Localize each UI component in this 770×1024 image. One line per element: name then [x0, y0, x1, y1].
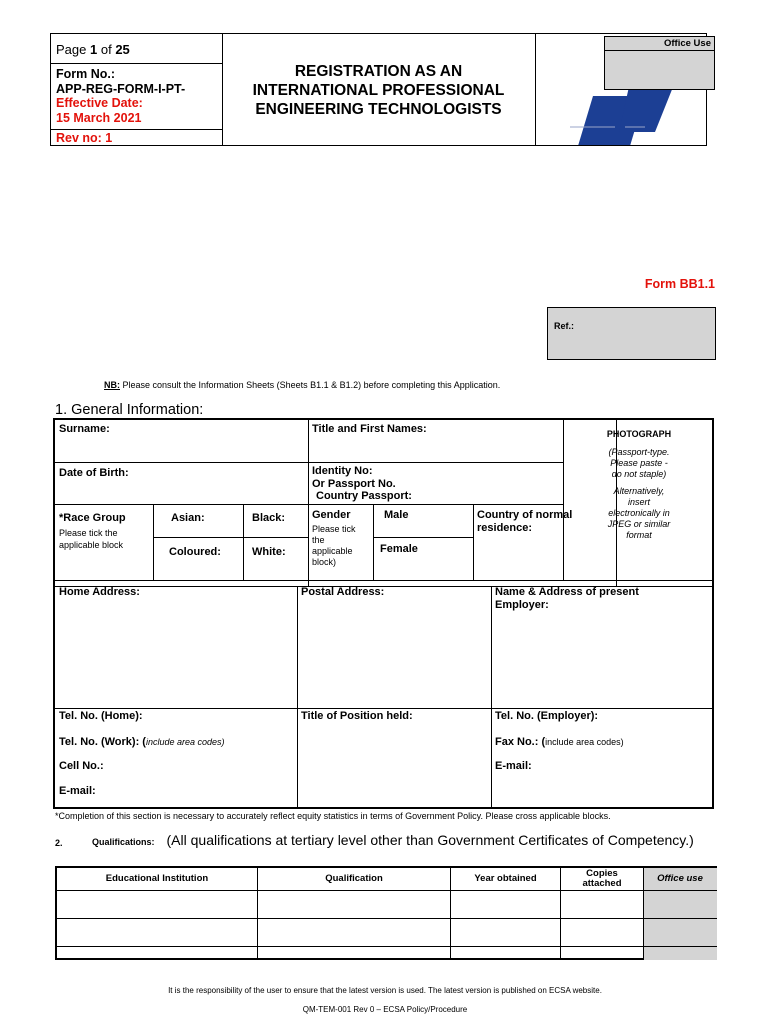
- year-input-row-2[interactable]: [451, 919, 560, 946]
- photo-note-line: do not staple): [611, 469, 667, 479]
- col-copies-attached: Copies attached: [582, 868, 622, 889]
- employer-email-label: E-mail:: [495, 760, 532, 772]
- col-qualification: Qualification: [325, 873, 383, 884]
- photo-note-line: electronically in: [608, 508, 670, 518]
- country-passport-label: Country Passport:: [316, 490, 412, 502]
- tel-work-text: Tel. No. (Work): (: [59, 736, 146, 748]
- year-input-row-1[interactable]: [451, 891, 560, 918]
- tel-work-note: include area codes): [145, 737, 225, 747]
- home-address-label: Home Address:: [59, 586, 140, 598]
- completion-note: *Completion of this section is necessary to accurately reflect equity statistics in terms of Government Policy. Please cross applicable blocks.: [55, 811, 611, 821]
- institution-input-row-2[interactable]: [58, 919, 257, 946]
- tel-home-label: Tel. No. (Home):: [59, 710, 143, 722]
- form-title-line: ENGINEERING TECHNOLOGISTS: [255, 101, 502, 118]
- divider: [373, 504, 374, 580]
- page-prefix: Page: [56, 42, 87, 57]
- photo-note-line: format: [626, 530, 652, 540]
- form-title: [222, 62, 535, 119]
- photograph-label: PHOTOGRAPH: [606, 429, 672, 439]
- race-white-option[interactable]: White:: [252, 546, 286, 558]
- fax-text: Fax No.: (: [495, 736, 546, 748]
- footer-doc-code: QM-TEM-001 Rev 0 – ECSA Policy/Procedure: [302, 1005, 468, 1014]
- section-2-number: 2.: [55, 838, 63, 848]
- divider: [153, 504, 154, 580]
- dob-label: Date of Birth:: [59, 467, 129, 479]
- qualifications-table: [55, 866, 717, 960]
- divider: [563, 420, 564, 580]
- divider: [55, 504, 563, 505]
- institution-input-row-1[interactable]: [58, 891, 257, 918]
- document-info-box: [50, 33, 223, 146]
- footer-disclaimer: It is the responsibility of the user to ensure that the latest version is used. The latest version is published on ECSA website.: [168, 986, 602, 995]
- rev-no: Rev no: 1: [51, 129, 222, 145]
- cell-no-label: Cell No.:: [59, 760, 104, 772]
- fax-label: [495, 736, 624, 748]
- col-year-obtained: Year obtained: [474, 873, 537, 884]
- divider: [297, 586, 298, 809]
- gender-label: Gender: [312, 509, 351, 521]
- employer-label: [495, 586, 639, 611]
- divider: [308, 420, 309, 586]
- ref-label: Ref.:: [554, 321, 574, 331]
- divider: [55, 708, 712, 709]
- gender-note-line: the: [312, 535, 325, 545]
- divider: [491, 586, 492, 809]
- gender-note-line: applicable: [312, 546, 353, 556]
- divider: [473, 504, 474, 580]
- nb-note: [104, 380, 500, 390]
- photo-note-line: insert: [627, 497, 650, 507]
- page-total: 25: [115, 42, 130, 57]
- divider: [55, 462, 563, 463]
- photo-note-line: Please paste -: [610, 458, 668, 468]
- race-note-line: applicable block: [59, 540, 124, 550]
- tel-work-label: [59, 736, 225, 748]
- race-black-option[interactable]: Black:: [252, 512, 286, 524]
- race-group-label: *Race Group: [59, 512, 126, 524]
- section-2-title-text: (All qualifications at tertiary level other than Government Certificates of Competency.): [166, 832, 694, 848]
- form-title-box: [222, 33, 536, 146]
- page-current: 1: [90, 42, 98, 57]
- first-names-label: Title and First Names:: [312, 423, 427, 435]
- gender-note-line: block): [312, 557, 337, 567]
- employer-line: Employer:: [495, 598, 549, 611]
- position-title-label: Title of Position held:: [301, 710, 413, 722]
- page-number: [51, 34, 222, 64]
- nb-label: NB:: [104, 380, 120, 390]
- form-title-line: REGISTRATION AS AN: [294, 63, 463, 80]
- form-code: Form BB1.1: [644, 277, 715, 291]
- section-2-lead: Qualifications:: [92, 837, 155, 847]
- copies-input-row-1[interactable]: [561, 891, 643, 918]
- photograph-instructions: [567, 447, 711, 541]
- gender-male-option[interactable]: Male: [384, 509, 409, 521]
- tel-employer-label: Tel. No. (Employer):: [495, 710, 599, 722]
- form-no-label: Form No.:: [56, 67, 116, 81]
- form-no-value: APP-REG-FORM-I-PT-: [56, 81, 186, 96]
- divider: [57, 946, 717, 947]
- col-institution: Educational Institution: [105, 873, 209, 884]
- surname-label: Surname:: [59, 423, 110, 435]
- photo-note-line: JPEG or similar: [607, 519, 671, 529]
- ref-box: [547, 307, 716, 360]
- employer-line: Name & Address of present: [495, 586, 639, 598]
- photo-note-line: Alternatively,: [613, 486, 665, 496]
- nb-text: Please consult the Information Sheets (Sheets B1.1 & B1.2) before completing this Application.: [120, 380, 501, 390]
- col-office-use: Office use: [657, 873, 703, 884]
- country-residence-line: Country of normal: [477, 509, 573, 521]
- fax-note: include area codes): [545, 737, 624, 747]
- general-info-table: [53, 418, 714, 809]
- section-1-title: 1. General Information:: [55, 402, 204, 418]
- identity-label: [312, 465, 412, 503]
- gender-note: [312, 524, 356, 568]
- gender-note-line: Please tick: [312, 524, 356, 534]
- divider: [243, 504, 244, 580]
- country-residence-line: residence:: [477, 521, 533, 534]
- divider: [153, 537, 308, 538]
- photo-note-line: (Passport-type.: [608, 447, 670, 457]
- copies-input-row-2[interactable]: [561, 919, 643, 946]
- country-residence-label: [477, 509, 572, 534]
- race-coloured-option[interactable]: Coloured:: [169, 546, 221, 558]
- race-group-note: [59, 527, 123, 551]
- office-use-box: [604, 36, 715, 90]
- identity-no-label: Identity No:: [312, 465, 373, 477]
- section-2-title: [92, 832, 702, 851]
- qualification-input-row-2[interactable]: [258, 919, 450, 946]
- page-of: of: [100, 42, 112, 57]
- passport-no-label: Or Passport No.: [312, 477, 396, 490]
- divider: [373, 537, 473, 538]
- effective-date-label: Effective Date:: [56, 96, 143, 110]
- email-label: E-mail:: [59, 785, 96, 797]
- form-title-line: INTERNATIONAL PROFESSIONAL: [252, 82, 505, 99]
- race-note-line: Please tick the: [59, 528, 118, 538]
- office-use-label: Office Use: [605, 37, 714, 51]
- gender-female-option[interactable]: Female: [380, 543, 418, 555]
- divider: [55, 580, 712, 581]
- postal-address-label: Postal Address:: [301, 586, 385, 598]
- race-asian-option[interactable]: Asian:: [171, 512, 205, 524]
- qualification-input-row-1[interactable]: [258, 891, 450, 918]
- effective-date-value: 15 March 2021: [56, 110, 142, 125]
